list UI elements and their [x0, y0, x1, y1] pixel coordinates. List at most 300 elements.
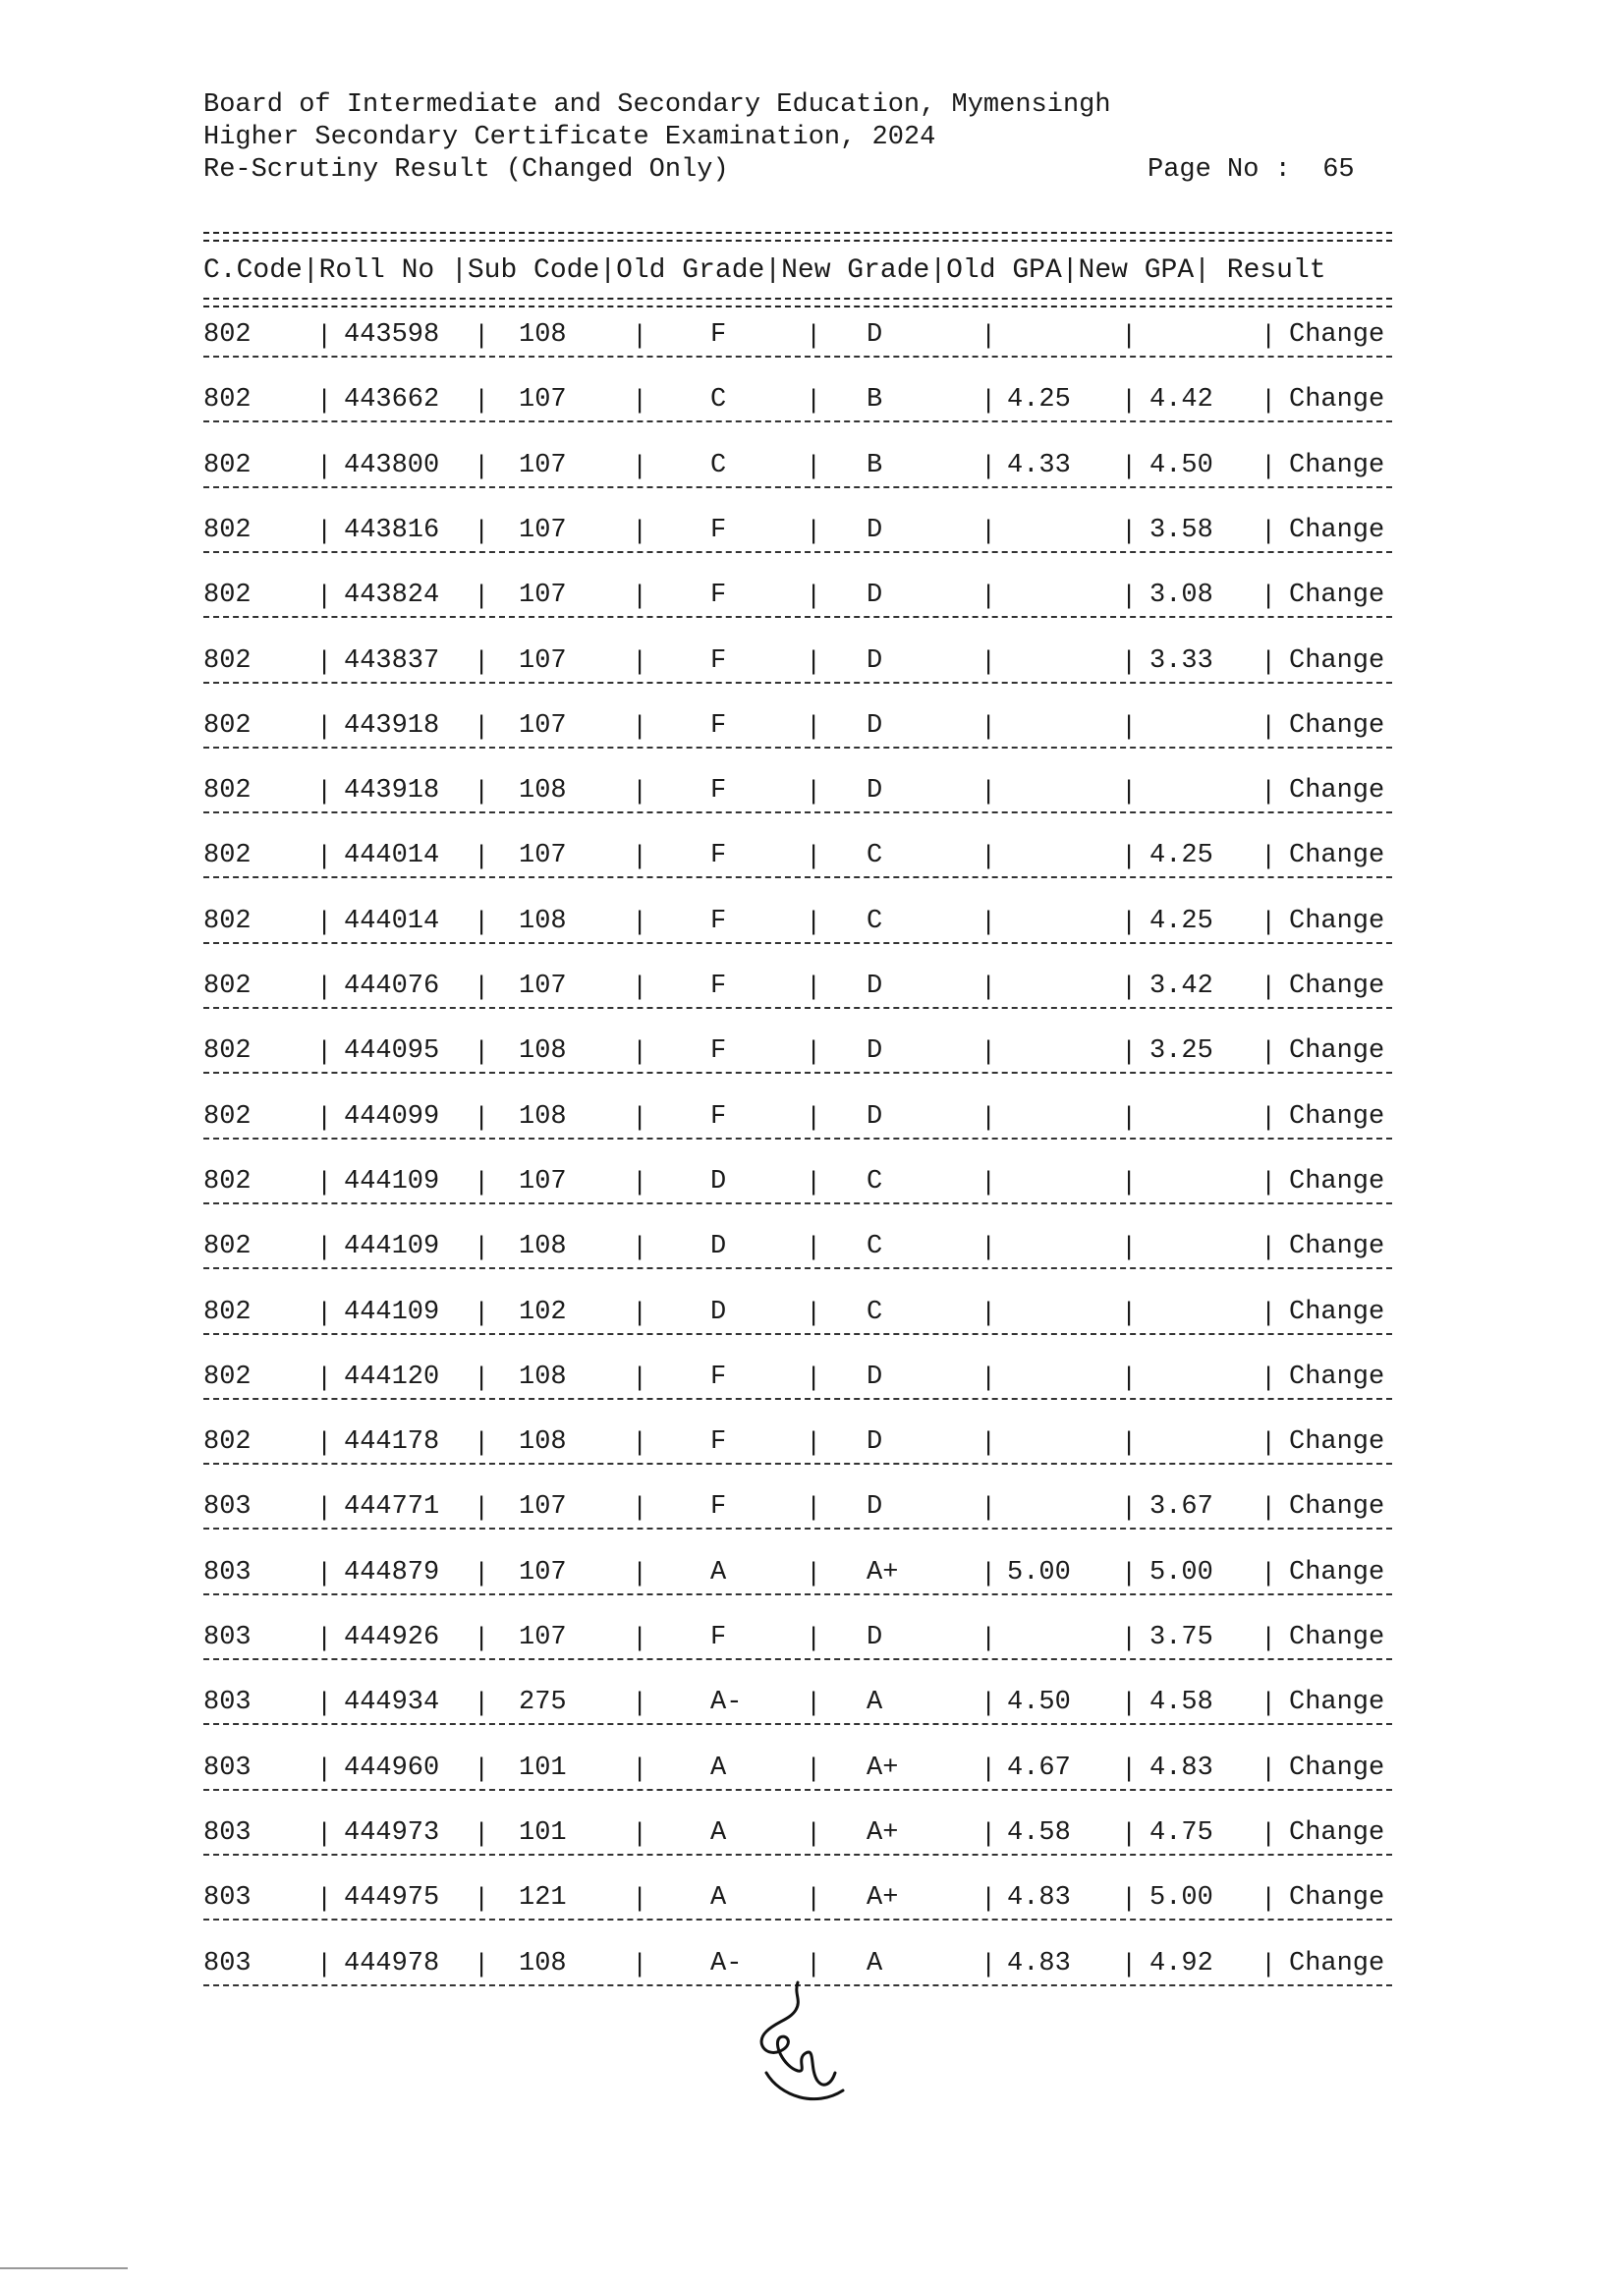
column-separator: | — [474, 1950, 490, 1980]
old-grade-cell: A- — [710, 1688, 743, 1718]
new-grade-cell: C — [867, 1166, 883, 1197]
roll-no-cell: 444120 — [344, 1362, 440, 1392]
column-separator: | — [980, 452, 997, 482]
row-divider — [203, 1658, 1392, 1660]
roll-no-cell: 444926 — [344, 1623, 440, 1652]
old-grade-cell: F — [710, 645, 727, 676]
column-separator: | — [474, 1755, 490, 1785]
column-separator: | — [1260, 387, 1277, 418]
column-separator: | — [632, 1755, 648, 1785]
sub-code-cell: 121 — [519, 1883, 567, 1914]
old-grade-cell: C — [710, 385, 727, 416]
result-cell: Change — [1289, 906, 1385, 936]
column-separator: | — [316, 1494, 333, 1525]
column-separator: | — [474, 712, 490, 743]
new-grade-cell: C — [867, 841, 883, 871]
column-separator: | — [1121, 1755, 1138, 1785]
result-cell: Change — [1289, 1623, 1385, 1652]
old-grade-cell: F — [710, 320, 727, 350]
result-cell: Change — [1289, 1232, 1385, 1262]
column-separator: | — [1121, 647, 1138, 678]
roll-no-cell: 443816 — [344, 515, 440, 545]
table-row — [0, 451, 1624, 490]
old-grade-cell: A- — [710, 1948, 743, 1978]
roll-no-cell: 444099 — [344, 1101, 440, 1132]
column-separator: | — [1260, 712, 1277, 743]
result-cell: Change — [1289, 776, 1385, 807]
column-separator: | — [1260, 1038, 1277, 1069]
sub-code-cell: 107 — [519, 645, 567, 676]
column-separator: | — [806, 1819, 822, 1850]
sub-code-cell: 107 — [519, 385, 567, 416]
sub-code-cell: 107 — [519, 972, 567, 1001]
column-separator: | — [316, 843, 333, 873]
new-gpa-cell: 4.92 — [1149, 1948, 1213, 1978]
column-separator: | — [806, 1755, 822, 1785]
column-separator: | — [474, 387, 490, 418]
column-separator: | — [1121, 1364, 1138, 1394]
new-grade-cell: A+ — [867, 1753, 899, 1783]
roll-no-cell: 444973 — [344, 1817, 440, 1848]
column-separator: | — [1260, 1690, 1277, 1720]
column-separator: | — [806, 1690, 822, 1720]
column-separator: | — [806, 1625, 822, 1654]
old-grade-cell: F — [710, 1101, 727, 1132]
column-separator: | — [1260, 1234, 1277, 1264]
column-separator: | — [1121, 843, 1138, 873]
new-grade-cell: A+ — [867, 1883, 899, 1914]
roll-no-cell: 444014 — [344, 841, 440, 871]
roll-no-cell: 443837 — [344, 645, 440, 676]
sub-code-cell: 108 — [519, 1232, 567, 1262]
column-separator: | — [316, 517, 333, 547]
row-divider — [203, 811, 1392, 813]
c-code-cell: 802 — [203, 1232, 252, 1262]
sub-code-cell: 108 — [519, 776, 567, 807]
column-separator: | — [1121, 1625, 1138, 1654]
table-row — [0, 1102, 1624, 1142]
result-cell: Change — [1289, 1883, 1385, 1914]
new-gpa-cell: 4.83 — [1149, 1753, 1213, 1783]
column-separator: | — [980, 322, 997, 352]
column-separator: | — [980, 1690, 997, 1720]
column-separator: | — [632, 1103, 648, 1134]
old-grade-cell: C — [710, 450, 727, 480]
column-separator: | — [316, 387, 333, 418]
column-separator: | — [316, 1819, 333, 1850]
column-separator: | — [806, 647, 822, 678]
roll-no-cell: 443800 — [344, 450, 440, 480]
column-separator: | — [316, 1885, 333, 1916]
old-grade-cell: F — [710, 1427, 727, 1458]
new-grade-cell: B — [867, 385, 883, 416]
new-grade-cell: D — [867, 776, 883, 807]
result-cell: Change — [1289, 1362, 1385, 1392]
new-grade-cell: D — [867, 1362, 883, 1392]
row-divider — [203, 1138, 1392, 1140]
column-separator: | — [474, 1819, 490, 1850]
result-title: Re-Scrutiny Result (Changed Only) — [203, 155, 729, 185]
column-separator: | — [980, 1234, 997, 1264]
column-separator: | — [1121, 1819, 1138, 1850]
column-separator: | — [316, 1625, 333, 1654]
sub-code-cell: 107 — [519, 1623, 567, 1652]
column-separator: | — [474, 908, 490, 938]
c-code-cell: 803 — [203, 1492, 252, 1523]
result-cell: Change — [1289, 450, 1385, 480]
column-separator: | — [1121, 387, 1138, 418]
old-grade-cell: D — [710, 1166, 727, 1197]
column-separator: | — [980, 1559, 997, 1589]
column-separator: | — [806, 712, 822, 743]
row-divider — [203, 1333, 1392, 1335]
old-gpa-cell: 4.25 — [1007, 385, 1071, 416]
result-cell: Change — [1289, 1297, 1385, 1327]
sub-code-cell: 102 — [519, 1297, 567, 1327]
column-separator: | — [1260, 1819, 1277, 1850]
row-divider — [203, 1723, 1392, 1725]
column-separator: | — [316, 1364, 333, 1394]
new-gpa-cell: 4.50 — [1149, 450, 1213, 480]
table-row — [0, 711, 1624, 751]
new-grade-cell: A — [867, 1688, 883, 1718]
new-grade-cell: D — [867, 1492, 883, 1523]
old-gpa-cell: 4.58 — [1007, 1817, 1071, 1848]
row-divider — [203, 1398, 1392, 1400]
column-separator: | — [980, 974, 997, 1003]
column-separator: | — [316, 1103, 333, 1134]
column-separator: | — [806, 1038, 822, 1069]
column-separator: | — [1121, 1299, 1138, 1329]
old-grade-cell: A — [710, 1883, 727, 1914]
row-divider — [203, 682, 1392, 684]
new-gpa-cell: 3.33 — [1149, 645, 1213, 676]
table-row — [0, 1818, 1624, 1858]
column-separator: | — [806, 322, 822, 352]
column-separator: | — [1121, 908, 1138, 938]
c-code-cell: 802 — [203, 1297, 252, 1327]
roll-no-cell: 444109 — [344, 1166, 440, 1197]
table-row — [0, 841, 1624, 880]
old-gpa-cell: 4.67 — [1007, 1753, 1071, 1783]
old-grade-cell: D — [710, 1297, 727, 1327]
column-separator: | — [980, 583, 997, 613]
sub-code-cell: 101 — [519, 1817, 567, 1848]
column-separator: | — [632, 1494, 648, 1525]
column-separator: | — [1260, 1429, 1277, 1460]
column-separator: | — [1121, 1103, 1138, 1134]
column-separator: | — [474, 1494, 490, 1525]
old-grade-cell: A — [710, 1557, 727, 1588]
c-code-cell: 802 — [203, 1036, 252, 1067]
column-separator: | — [632, 843, 648, 873]
column-separator: | — [632, 908, 648, 938]
new-grade-cell: D — [867, 1623, 883, 1652]
row-divider — [203, 1202, 1392, 1204]
column-separator: | — [632, 712, 648, 743]
column-separator: | — [1260, 974, 1277, 1003]
old-grade-cell: F — [710, 1492, 727, 1523]
column-separator: | — [474, 583, 490, 613]
c-code-cell: 802 — [203, 515, 252, 545]
column-separator: | — [1121, 1494, 1138, 1525]
c-code-cell: 802 — [203, 1362, 252, 1392]
result-cell: Change — [1289, 1101, 1385, 1132]
row-divider — [203, 1593, 1392, 1595]
c-code-cell: 802 — [203, 906, 252, 936]
table-row — [0, 776, 1624, 815]
new-gpa-cell: 4.42 — [1149, 385, 1213, 416]
result-cell: Change — [1289, 1166, 1385, 1197]
new-grade-cell: D — [867, 1036, 883, 1067]
table-row — [0, 1623, 1624, 1662]
column-separator: | — [474, 1885, 490, 1916]
column-separator: | — [316, 1755, 333, 1785]
column-separator: | — [474, 843, 490, 873]
column-separator: | — [632, 647, 648, 678]
result-cell: Change — [1289, 581, 1385, 611]
table-row — [0, 516, 1624, 555]
old-grade-cell: F — [710, 1362, 727, 1392]
column-separator: | — [1260, 583, 1277, 613]
table-row — [0, 646, 1624, 686]
row-divider — [203, 1007, 1392, 1009]
sub-code-cell: 107 — [519, 1166, 567, 1197]
column-separator: | — [632, 1885, 648, 1916]
roll-no-cell: 443918 — [344, 710, 440, 741]
c-code-cell: 802 — [203, 710, 252, 741]
column-separator: | — [806, 517, 822, 547]
roll-no-cell: 444879 — [344, 1557, 440, 1588]
column-separator: | — [980, 1364, 997, 1394]
column-separator: | — [980, 517, 997, 547]
new-gpa-cell: 3.25 — [1149, 1036, 1213, 1067]
c-code-cell: 802 — [203, 581, 252, 611]
column-separator: | — [980, 1950, 997, 1980]
roll-no-cell: 444771 — [344, 1492, 440, 1523]
c-code-cell: 803 — [203, 1883, 252, 1914]
column-separator: | — [632, 583, 648, 613]
table-row — [0, 1883, 1624, 1922]
column-separator: | — [980, 1168, 997, 1198]
column-separator: | — [806, 583, 822, 613]
column-separator: | — [1260, 1494, 1277, 1525]
new-gpa-cell: 4.25 — [1149, 841, 1213, 871]
column-separator: | — [980, 1299, 997, 1329]
sub-code-cell: 107 — [519, 581, 567, 611]
c-code-cell: 802 — [203, 320, 252, 350]
c-code-cell: 803 — [203, 1753, 252, 1783]
column-separator: | — [980, 1755, 997, 1785]
new-grade-cell: A+ — [867, 1557, 899, 1588]
row-divider — [203, 1463, 1392, 1465]
roll-no-cell: 444076 — [344, 972, 440, 1001]
c-code-cell: 803 — [203, 1688, 252, 1718]
column-separator: | — [316, 1690, 333, 1720]
sub-code-cell: 107 — [519, 841, 567, 871]
old-grade-cell: D — [710, 1232, 727, 1262]
sub-code-cell: 107 — [519, 1557, 567, 1588]
new-grade-cell: A — [867, 1948, 883, 1978]
column-separator: | — [474, 647, 490, 678]
column-separator: | — [1121, 517, 1138, 547]
table-row — [0, 1363, 1624, 1402]
new-grade-cell: D — [867, 645, 883, 676]
sub-code-cell: 101 — [519, 1753, 567, 1783]
column-separator: | — [1260, 1168, 1277, 1198]
column-separator: | — [980, 1494, 997, 1525]
column-separator: | — [980, 1819, 997, 1850]
column-separator: | — [1121, 712, 1138, 743]
roll-no-cell: 444109 — [344, 1232, 440, 1262]
column-separator: | — [1121, 974, 1138, 1003]
result-cell: Change — [1289, 385, 1385, 416]
column-separator: | — [474, 1299, 490, 1329]
column-separator: | — [1121, 452, 1138, 482]
new-grade-cell: C — [867, 1297, 883, 1327]
column-separator: | — [806, 1103, 822, 1134]
new-grade-cell: C — [867, 906, 883, 936]
new-grade-cell: D — [867, 515, 883, 545]
column-separator: | — [1121, 322, 1138, 352]
column-separator: | — [806, 1885, 822, 1916]
column-separator: | — [980, 843, 997, 873]
new-gpa-cell: 5.00 — [1149, 1557, 1213, 1588]
new-gpa-cell: 3.08 — [1149, 581, 1213, 611]
column-separator: | — [316, 1234, 333, 1264]
column-separator: | — [632, 974, 648, 1003]
old-grade-cell: F — [710, 972, 727, 1001]
old-gpa-cell: 4.50 — [1007, 1688, 1071, 1718]
column-separator: | — [474, 1168, 490, 1198]
table-row — [0, 1298, 1624, 1337]
sub-code-cell: 108 — [519, 1948, 567, 1978]
row-divider — [203, 876, 1392, 878]
column-separator: | — [474, 322, 490, 352]
old-grade-cell: F — [710, 1623, 727, 1652]
result-cell: Change — [1289, 1817, 1385, 1848]
row-divider — [203, 420, 1392, 422]
column-separator: | — [632, 1299, 648, 1329]
column-separator: | — [806, 843, 822, 873]
c-code-cell: 802 — [203, 450, 252, 480]
roll-no-cell: 444109 — [344, 1297, 440, 1327]
column-separator: | — [1121, 1234, 1138, 1264]
result-cell: Change — [1289, 1753, 1385, 1783]
column-separator: | — [632, 1364, 648, 1394]
result-cell: Change — [1289, 1427, 1385, 1458]
column-separator: | — [474, 1429, 490, 1460]
roll-no-cell: 444095 — [344, 1036, 440, 1067]
roll-no-cell: 443824 — [344, 581, 440, 611]
new-grade-cell: B — [867, 450, 883, 480]
old-grade-cell: A — [710, 1753, 727, 1783]
column-separator: | — [316, 908, 333, 938]
column-separator: | — [316, 1559, 333, 1589]
result-cell: Change — [1289, 1557, 1385, 1588]
roll-no-cell: 444975 — [344, 1883, 440, 1914]
new-grade-cell: D — [867, 320, 883, 350]
sub-code-cell: 107 — [519, 710, 567, 741]
column-separator: | — [1260, 843, 1277, 873]
column-separator: | — [806, 1364, 822, 1394]
column-header: C.Code|Roll No |Sub Code|Old Grade|New Grade|Old GPA|New GPA| Result — [203, 255, 1326, 286]
column-separator: | — [316, 322, 333, 352]
column-separator: | — [632, 517, 648, 547]
c-code-cell: 802 — [203, 645, 252, 676]
table-row — [0, 320, 1624, 360]
roll-no-cell: 444178 — [344, 1427, 440, 1458]
result-cell: Change — [1289, 1688, 1385, 1718]
column-separator: | — [980, 387, 997, 418]
sub-code-cell: 275 — [519, 1688, 567, 1718]
sub-code-cell: 108 — [519, 906, 567, 936]
column-separator: | — [474, 452, 490, 482]
table-row — [0, 1754, 1624, 1793]
column-separator: | — [316, 1038, 333, 1069]
column-separator: | — [632, 1429, 648, 1460]
roll-no-cell: 444978 — [344, 1948, 440, 1978]
new-grade-cell: A+ — [867, 1817, 899, 1848]
row-divider — [203, 486, 1392, 488]
roll-no-cell: 444960 — [344, 1753, 440, 1783]
column-separator: | — [1121, 1950, 1138, 1980]
column-separator: | — [474, 1690, 490, 1720]
column-separator: | — [1260, 1103, 1277, 1134]
sub-code-cell: 107 — [519, 515, 567, 545]
column-separator: | — [980, 1038, 997, 1069]
column-separator: | — [1260, 1364, 1277, 1394]
row-divider — [203, 747, 1392, 749]
column-separator: | — [316, 974, 333, 1003]
column-separator: | — [1260, 322, 1277, 352]
c-code-cell: 802 — [203, 385, 252, 416]
old-grade-cell: A — [710, 1817, 727, 1848]
c-code-cell: 803 — [203, 1623, 252, 1652]
column-separator: | — [806, 387, 822, 418]
sub-code-cell: 107 — [519, 1492, 567, 1523]
column-separator: | — [1260, 1559, 1277, 1589]
row-divider — [203, 1528, 1392, 1530]
new-grade-cell: D — [867, 581, 883, 611]
result-cell: Change — [1289, 710, 1385, 741]
column-separator: | — [1260, 908, 1277, 938]
sub-code-cell: 108 — [519, 320, 567, 350]
column-separator: | — [1121, 778, 1138, 808]
column-separator: | — [980, 1885, 997, 1916]
table-row — [0, 1558, 1624, 1597]
sub-code-cell: 108 — [519, 1427, 567, 1458]
row-divider — [203, 1854, 1392, 1856]
column-separator: | — [632, 322, 648, 352]
old-grade-cell: F — [710, 776, 727, 807]
column-separator: | — [806, 1168, 822, 1198]
column-separator: | — [316, 452, 333, 482]
c-code-cell: 803 — [203, 1817, 252, 1848]
column-separator: | — [1121, 1168, 1138, 1198]
c-code-cell: 802 — [203, 776, 252, 807]
new-gpa-cell: 3.58 — [1149, 515, 1213, 545]
old-grade-cell: F — [710, 710, 727, 741]
column-separator: | — [474, 517, 490, 547]
column-separator: | — [980, 1429, 997, 1460]
new-grade-cell: D — [867, 1101, 883, 1132]
result-cell: Change — [1289, 1948, 1385, 1978]
table-row — [0, 907, 1624, 946]
sub-code-cell: 108 — [519, 1101, 567, 1132]
column-separator: | — [632, 1234, 648, 1264]
column-separator: | — [1260, 1885, 1277, 1916]
